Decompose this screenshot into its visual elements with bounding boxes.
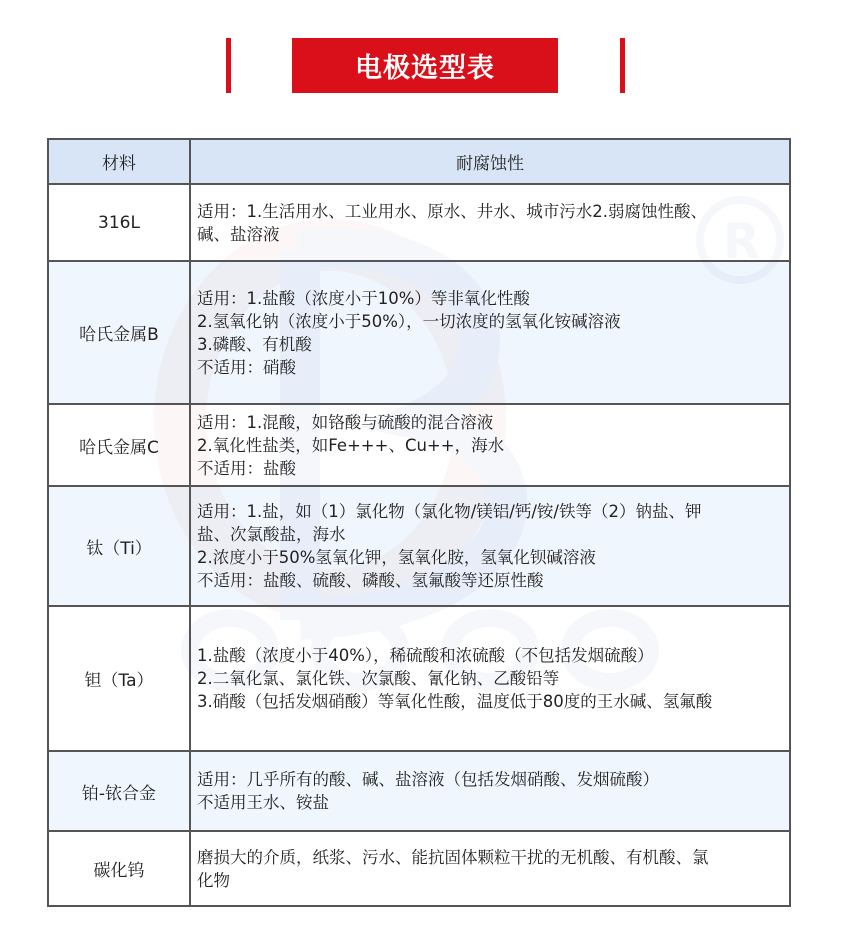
desc-line: 不适用王水、铵盐: [197, 793, 329, 812]
desc-line: 不适用：盐酸、硫酸、磷酸、氢氟酸等还原性酸: [197, 571, 544, 590]
desc-line: 适用：1.盐，如（1）氯化物（氯化物/镁铝/钙/铵/铁等（2）钠盐、钾: [197, 502, 702, 521]
header-material: 材料: [48, 139, 190, 184]
desc-line: 化物: [197, 870, 230, 890]
corrosion-cell: [190, 831, 790, 906]
table-row: [48, 606, 790, 751]
desc-line: 2.氧化性盐类，如Fe+++、Cu++，海水: [197, 435, 505, 455]
desc-line: 不适用：盐酸: [197, 458, 296, 478]
material-cell: 铂-铱合金: [48, 751, 190, 831]
desc-line: 2.氢氧化钠（浓度小于50%），一切浓度的氢氧化铵碱溶液: [197, 311, 621, 331]
page-title: 电极选型表: [292, 38, 558, 93]
corrosion-cell: [190, 261, 790, 404]
desc-line: 2.二氧化氯、氯化铁、次氯酸、氰化钠、乙酸铅等: [197, 669, 560, 688]
desc-line: 磨损大的介质，纸浆、污水、能抗固体颗粒干扰的无机酸、有机酸、氯: [197, 847, 709, 867]
corrosion-cell: [190, 751, 790, 831]
table-row: [48, 751, 790, 831]
desc-line: 碱、盐溶液: [197, 224, 280, 244]
desc-line: 3.磷酸、有机酸: [197, 334, 312, 354]
table-row: [48, 184, 790, 261]
corrosion-cell: [190, 486, 790, 606]
corrosion-cell: [190, 184, 790, 261]
corrosion-cell: [190, 606, 790, 751]
header-corrosion: 耐腐蚀性: [190, 139, 790, 184]
material-cell: 碳化钨: [48, 831, 190, 906]
material-cell: 钛（Ti）: [48, 486, 190, 606]
table-header-row: [48, 139, 790, 184]
material-cell: 钽（Ta）: [48, 606, 190, 751]
corrosion-cell: [190, 404, 790, 486]
table-row: [48, 831, 790, 906]
table-row: [48, 404, 790, 486]
title-left-bar: [226, 38, 231, 93]
title-right-bar: [620, 38, 625, 93]
desc-line: 适用：1.盐酸（浓度小于10%）等非氧化性酸: [197, 288, 530, 308]
table-row: [48, 486, 790, 606]
desc-line: 盐、次氯酸盐，海水: [197, 525, 346, 544]
table-row: [48, 261, 790, 404]
material-cell: 哈氏金属C: [48, 404, 190, 486]
desc-line: 适用：几乎所有的酸、碱、盐溶液（包括发烟硝酸、发烟硫酸）: [197, 770, 659, 789]
desc-line: 不适用：硝酸: [197, 357, 296, 377]
svg-text:R: R: [723, 214, 760, 270]
desc-line: 2.浓度小于50%氢氧化钾，氢氧化胺，氢氧化钡碱溶液: [197, 548, 596, 567]
electrode-selection-table: [47, 138, 791, 907]
material-cell: 哈氏金属B: [48, 261, 190, 404]
desc-line: 适用：1.混酸，如铬酸与硫酸的混合溶液: [197, 412, 494, 432]
material-cell: 316L: [48, 184, 190, 261]
desc-line: 3.硝酸（包括发烟硝酸）等氧化性酸，温度低于80度的王水碱、氢氟酸: [197, 692, 713, 711]
desc-line: 1.盐酸（浓度小于40%），稀硫酸和浓硫酸（不包括发烟硫酸）: [197, 646, 654, 665]
desc-line: 适用：1.生活用水、工业用水、原水、井水、城市污水2.弱腐蚀性酸、: [197, 201, 707, 221]
